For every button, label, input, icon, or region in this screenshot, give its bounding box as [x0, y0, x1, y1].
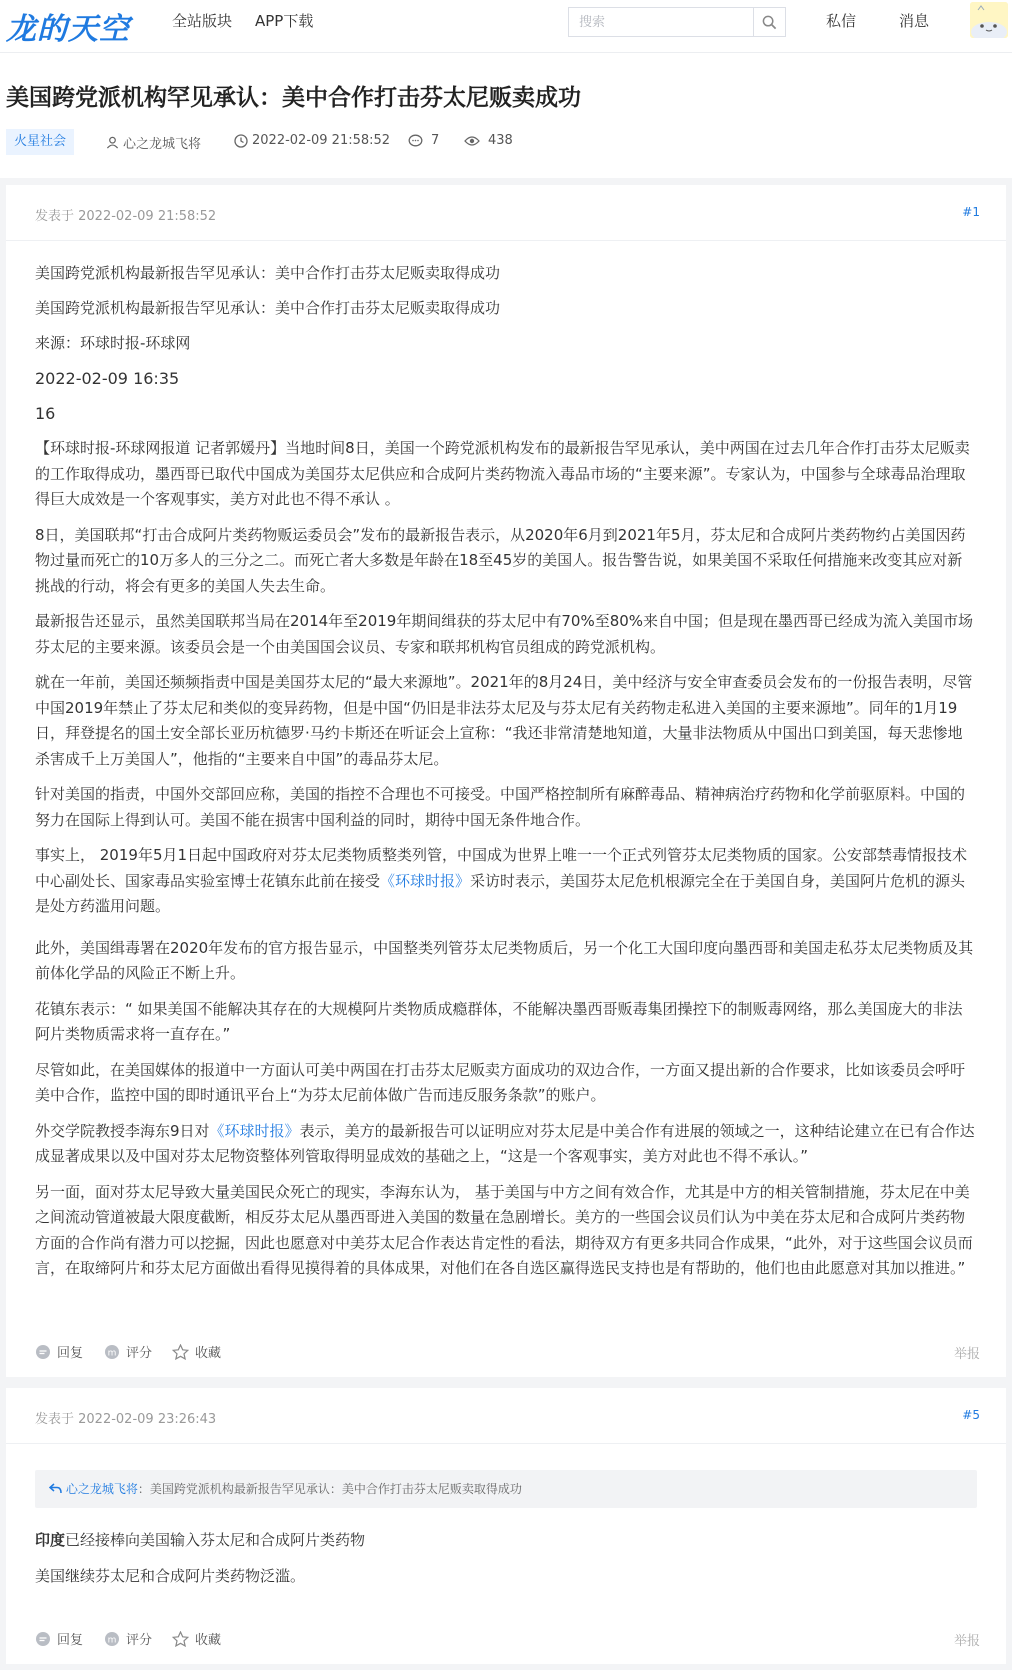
- search-button[interactable]: [753, 8, 785, 36]
- comment-icon: [408, 134, 423, 148]
- comments-meta: [408, 133, 439, 148]
- reply-icon: [35, 1631, 51, 1647]
- post-date: 发表于 2022-02-09 23:26:43: [35, 1412, 217, 1427]
- search-box: [568, 7, 786, 37]
- post-header: [6, 185, 1006, 241]
- post-content: [6, 241, 1006, 1282]
- reply-label: 回复: [57, 1346, 84, 1361]
- post-datetime: 2022-02-09 21:58:52: [252, 133, 391, 148]
- floor-number[interactable]: #5: [962, 1408, 980, 1422]
- report-button[interactable]: 举报: [953, 1347, 980, 1362]
- content-line: 美国跨党派机构最新报告罕见承认：美中合作打击芬太尼贩卖取得成功: [35, 299, 501, 317]
- huanqiu-link[interactable]: 《环球时报》: [380, 871, 471, 890]
- paragraph: 最新报告还显示，虽然美国联邦当局在2014年至2019年期间缉获的芬太尼中有70%至80%来自中国；但是现在墨西哥已经成为流入美国市场芬太尼的主要来源。该委员会是一个由美国国会议员、专家和联邦机构官员组成的跨党派机构。: [35, 612, 974, 656]
- reply-line: 美国继续芬太尼和合成阿片类药物泛滥。: [35, 1566, 306, 1585]
- rate-button[interactable]: [104, 1629, 152, 1648]
- rate-label: 评分: [126, 1346, 153, 1361]
- nav-all-forums[interactable]: 全站版块: [172, 12, 233, 30]
- paragraph-text: 外交学院教授李海东9日对: [35, 1121, 210, 1140]
- user-avatar[interactable]: [970, 2, 1008, 38]
- favorite-label: 收藏: [195, 1346, 222, 1361]
- comment-count: 7: [431, 133, 440, 148]
- article-header: [0, 53, 1012, 178]
- star-icon: [172, 1631, 189, 1647]
- reply-button[interactable]: [35, 1342, 83, 1361]
- reply-arrow-icon: [49, 1483, 62, 1494]
- source-line: 来源：环球时报-环球网: [35, 334, 191, 352]
- paragraph: 【环球时报-环球网报道 记者郭媛丹】当地时间8日，美国一个跨党派机构发布的最新报告罕见承认，美中两国在过去几年合作打击芬太尼贩卖的工作取得成功，墨西哥已取代中国成为美国芬太尼供应和合成阿片类药物流入毒品市场的“主要来源”。专家认为，中国参与全球毒品治理取得巨大成效是一个客观事实，美方对此也不得不承认 。: [35, 439, 970, 508]
- author-name: 心之龙城飞将: [123, 137, 202, 152]
- site-logo[interactable]: 龙的天空: [6, 12, 130, 47]
- favorite-label: 收藏: [195, 1633, 222, 1648]
- reply-label: 回复: [57, 1633, 84, 1648]
- paragraph-text: 事实上， 2019年5月1日起中国政府对芬太尼类物质整类列管，中国成为世界上唯一一个正式列管芬太尼类物质的国家。公安部禁毒情报技术中心副处长、国家毒品实验室博士花镇东此前在接受: [35, 846, 968, 890]
- paragraph: [35, 1119, 977, 1170]
- article-meta: [6, 129, 1006, 157]
- forum-tag[interactable]: 火星社会: [6, 129, 74, 155]
- search-input[interactable]: [569, 8, 754, 36]
- author-meta[interactable]: [106, 133, 201, 152]
- paragraph-text: 表示，美方的最新报告可以证明应对芬太尼是中美合作有进展的领域之一，这种结论建立在已有合作达成显著成果以及中国对芬太尼物资整体列管取得明显成效的基础之上，“这是一个客观事实，美方对此也不得不承认。”: [35, 1121, 975, 1165]
- paragraph: [35, 843, 977, 920]
- date-line: 2022-02-09 16:35: [35, 369, 180, 388]
- eye-icon: [464, 135, 480, 147]
- datetime-meta: [234, 133, 390, 148]
- svg-text:m: m: [107, 1635, 117, 1645]
- post-date: 发表于 2022-02-09 21:58:52: [35, 209, 217, 224]
- reply-button[interactable]: [35, 1629, 83, 1648]
- rate-label: 评分: [126, 1633, 153, 1648]
- search-icon: [762, 15, 777, 30]
- rate-button[interactable]: [104, 1342, 152, 1361]
- post-actions: [6, 1612, 1006, 1664]
- page-title: 美国跨党派机构罕见承认：美中合作打击芬太尼贩卖成功: [6, 85, 581, 111]
- paragraph: 针对美国的指责，中国外交部回应称，美国的指控不合理也不可接受。中国严格控制所有麻醉毒品、精神病治疗药物和化学前驱原料。中国的努力在国际上得到认可。美国不能在损害中国利益的同时，期待中国无条件地合作。: [35, 785, 966, 829]
- star-icon: [172, 1344, 189, 1360]
- post-content: [6, 1444, 1006, 1589]
- reply-line: [35, 1528, 977, 1554]
- quote-text: ：美国跨党派机构最新报告罕见承认：美中合作打击芬太尼贩卖取得成功: [137, 1482, 522, 1496]
- paragraph: 尽管如此，在美国媒体的报道中一方面认可美中两国在打击芬太尼贩卖方面成功的双边合作，一方面又提出新的合作要求，比如该委员会呼吁美中合作，监控中国的即时通讯平台上“为芬太尼前体做广告而违反服务条款”的账户。: [35, 1060, 966, 1104]
- paragraph: 8日，美国联邦“打击合成阿片类药物贩运委员会”发布的最新报告表示，从2020年6月到2021年5月，芬太尼和合成阿片类药物约占美国因药物过量而死亡的10万多人的三分之二。而死亡者大多数是年龄在18至45岁的美国人。报告警告说，如果美国不采取任何措施来改变其应对新挑战的行动，将会有更多的美国人失去生命。: [35, 525, 966, 595]
- post-header: [6, 1388, 1006, 1444]
- nav-app-download[interactable]: APP下载: [255, 12, 314, 30]
- top-navbar: [0, 0, 1012, 53]
- number-line: 16: [35, 404, 56, 423]
- paragraph: 另一面，面对芬太尼导致大量美国民众死亡的现实，李海东认为， 基于美国与中方之间有效合作，尤其是中方的相关管制措施，芬太尼在中美之间流动管道被最大限度截断，相反芬太尼从墨西哥进入美国的数量在急剧增长。美方的一些国会议员们认为中美在芬太尼和合成阿片类药物方面的合作尚有潜力可以挖掘，因此也愿意对中美芬太尼合作表达肯定性的看法，期待双方有更多共同合作成果，“此外，对于这些国会议员而言，在取缔阿片和芬太尼方面做出看得见摸得着的具体成果，对他们在各自选区赢得选民支持也是有帮助的，他们也由此愿意对其加以推进。”: [35, 1182, 973, 1277]
- private-messages-link[interactable]: 私信: [826, 12, 857, 30]
- favorite-button[interactable]: [172, 1629, 221, 1648]
- paragraph: 此外，美国缉毒署在2020年发布的官方报告显示，中国整类列管芬太尼类物质后，另一个化工大国印度向墨西哥和美国走私芬太尼类物质及其前体化学品的风险正不断上升。: [35, 938, 974, 982]
- svg-text:m: m: [107, 1348, 117, 1358]
- post-floor-5: [6, 1388, 1006, 1664]
- paragraph-text: 采访时表示，美国芬太尼危机根源完全在于美国自身，美国阿片危机的源头是处方药滥用问题。: [35, 871, 966, 915]
- paragraph: 花镇东表示：“ 如果美国不能解决其存在的大规模阿片类物质成瘾群体，不能解决墨西哥贩毒集团操控下的制贩毒网络，那么美国庞大的非法阿片类物质需求将一直存在。”: [35, 999, 963, 1043]
- avatar-image: [970, 2, 1008, 38]
- content-line: 美国跨党派机构最新报告罕见承认：美中合作打击芬太尼贩卖取得成功: [35, 264, 501, 282]
- paragraph: 就在一年前，美国还频频指责中国是美国芬太尼的“最大来源地”。2021年的8月24日，美中经济与安全审查委员会发布的一份报告表明，尽管中国2019年禁止了芬太尼和类似的变异药物，但是中国“仍旧是非法芬太尼及与芬太尼有关药物走私进入美国的主要来源地”。同年的1月19日，拜登提名的国土安全部长亚历杭德罗·马约卡斯还在听证会上宣称：“我还非常清楚地知道，大量非法物质从中国出口到美国，每天悲惨地杀害成千上万美国人”，他指的“主要来自中国”的毒品芬太尼。: [35, 673, 973, 768]
- clock-icon: [234, 134, 248, 148]
- views-meta: [464, 133, 513, 148]
- notifications-link[interactable]: 消息: [899, 12, 930, 30]
- huanqiu-link[interactable]: 《环球时报》: [209, 1121, 300, 1140]
- favorite-button[interactable]: [172, 1342, 221, 1361]
- view-count: 438: [488, 133, 513, 148]
- rate-icon: [104, 1631, 120, 1647]
- post-actions: [6, 1325, 1006, 1377]
- user-icon: [106, 136, 119, 149]
- reply-icon: [35, 1344, 51, 1360]
- rate-icon: [104, 1344, 120, 1360]
- report-button[interactable]: 举报: [953, 1634, 980, 1649]
- floor-number[interactable]: #1: [962, 205, 980, 219]
- quote-block: [35, 1470, 977, 1508]
- post-floor-1: [6, 185, 1006, 1377]
- quote-author-link[interactable]: 心之龙城飞将: [65, 1482, 138, 1496]
- reply-text: 已经接棒向美国输入芬太尼和合成阿片类药物: [65, 1531, 366, 1549]
- reply-emphasis: 印度: [35, 1531, 66, 1549]
